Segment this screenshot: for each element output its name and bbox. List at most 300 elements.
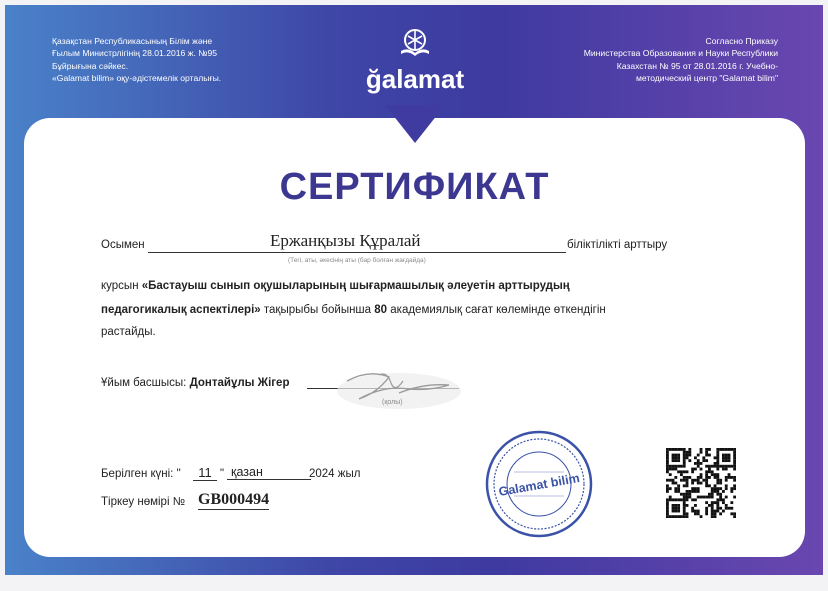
qr-module [688,454,691,457]
qr-module [708,504,711,507]
qr-module [691,468,694,471]
qr-module [730,465,733,468]
qr-module [688,476,691,479]
qr-module [697,496,700,499]
qr-module [733,459,736,462]
qr-module [711,501,714,504]
qr-module [716,468,719,471]
qr-module [683,465,686,468]
qr-module [722,468,725,471]
qr-module [725,459,728,462]
qr-module [672,504,675,507]
qr-module [697,479,700,482]
qr-module [666,510,669,513]
director-label: Ұйым басшысы: [101,377,187,389]
certificate [5,5,823,575]
signature-image [329,363,479,413]
qr-module [714,515,717,518]
qr-module [694,510,697,513]
qr-module [730,476,733,479]
header-left-text [52,35,221,84]
qr-module [716,487,719,490]
course-prefix: курсын [101,280,139,292]
qr-module [711,490,714,493]
qr-module [705,459,708,462]
qr-module [674,468,677,471]
qr-module [691,479,694,482]
qr-module [691,510,694,513]
qr-module [697,459,700,462]
qr-module [705,484,708,487]
qr-module [697,462,700,465]
qr-module [716,456,719,459]
qr-module [697,487,700,490]
stamp-center-text: Galamat bilim [497,470,581,499]
qr-module [705,473,708,476]
qr-module [697,482,700,485]
qr-module [705,479,708,482]
qr-module [700,476,703,479]
qr-module [694,468,697,471]
qr-module [669,487,672,490]
qr-module [714,512,717,515]
qr-module [674,504,677,507]
qr-module [705,510,708,513]
qr-module [725,448,728,451]
qr-module [728,448,731,451]
qr-module [728,465,731,468]
qr-module [733,454,736,457]
qr-module [669,473,672,476]
qr-module [708,465,711,468]
qr-module [677,456,680,459]
qr-module [708,448,711,451]
qr-module [666,515,669,518]
qr-module [716,462,719,465]
qr-module [733,496,736,499]
qr-module [716,493,719,496]
qr-module [683,501,686,504]
qr-module [711,510,714,513]
qr-module [666,487,669,490]
qr-module [677,454,680,457]
qr-module [730,448,733,451]
qr-module [686,498,689,501]
qr-module [680,493,683,496]
qr-module [705,496,708,499]
qr-module [714,465,717,468]
qr-module [683,479,686,482]
qr-module [725,465,728,468]
qr-module [686,479,689,482]
issued-quote: " [220,468,225,480]
name-hint: (Тегі, аты, әкесінің аты (бар болған жағдайда) [288,257,426,264]
qr-module [705,451,708,454]
qr-module [683,459,686,462]
director-line [101,377,289,389]
qr-module [714,490,717,493]
qr-module [722,465,725,468]
qr-module [711,512,714,515]
qr-module [708,468,711,471]
qr-module [672,498,675,501]
qr-module [666,479,669,482]
qr-module [700,451,703,454]
qr-module [674,448,677,451]
qr-module [725,484,728,487]
qr-module [688,448,691,451]
qr-module [700,468,703,471]
logo-wordmark: ğalamat [365,64,465,94]
qr-module [683,448,686,451]
qr-module [666,507,669,510]
qr-module [694,487,697,490]
header-left-line: «Galamat bilim» оқу-әдістемелік орталығы. [52,72,222,83]
qr-module [672,515,675,518]
header-right-line: Согласно Приказу [705,36,778,46]
qr-module [716,465,719,468]
certificate-title: СЕРТИФИКАТ [279,166,550,208]
qr-module [683,507,686,510]
issued-label: Берілген күні: " [101,468,181,480]
qr-module [666,454,669,457]
header-notch [385,105,445,143]
qr-module [677,490,680,493]
qr-module [674,482,677,485]
course-post: академиялық сағат көлемінде өткендігін [390,304,606,316]
qr-module [733,451,736,454]
qr-module [719,496,722,499]
official-stamp [484,428,594,540]
reg-number: GB000494 [198,491,270,508]
qr-module [722,459,725,462]
qr-module [677,515,680,518]
qr-module [716,504,719,507]
qr-module [716,473,719,476]
qr-module [691,507,694,510]
qr-module [728,454,731,457]
qr-module [716,501,719,504]
qr-module [672,507,675,510]
qr-module [672,454,675,457]
qr-module [697,454,700,457]
qr-module [683,470,686,473]
qr-module [666,470,669,473]
qr-module [683,462,686,465]
qr-module [677,484,680,487]
qr-module [705,448,708,451]
qr-module [705,470,708,473]
qr-module [716,448,719,451]
qr-module [688,459,691,462]
qr-module [708,470,711,473]
qr-module [697,465,700,468]
qr-module [702,496,705,499]
qr-module [686,512,689,515]
qr-module [719,493,722,496]
qr-module [674,510,677,513]
qr-module [683,515,686,518]
qr-module [716,510,719,513]
qr-module [714,501,717,504]
qr-module [730,487,733,490]
qr-module [686,451,689,454]
qr-module [719,507,722,510]
qr-module [686,456,689,459]
qr-module [711,507,714,510]
qr-module [686,482,689,485]
qr-module [683,476,686,479]
qr-module [674,476,677,479]
qr-module [711,504,714,507]
qr-module [722,456,725,459]
qr-module [669,468,672,471]
qr-module [686,493,689,496]
suffix-text: біліктілікті арттыру [567,239,668,251]
qr-module [669,479,672,482]
qr-module [683,493,686,496]
qr-module [705,482,708,485]
qr-module [666,462,669,465]
qr-module [725,496,728,499]
qr-module [705,507,708,510]
course-line-2 [101,304,606,316]
qr-module [705,476,708,479]
qr-module [719,512,722,515]
qr-module [702,456,705,459]
qr-module [711,496,714,499]
qr-module [722,501,725,504]
qr-module [683,510,686,513]
qr-module [716,507,719,510]
qr-module [722,490,725,493]
qr-module [680,470,683,473]
qr-module [711,470,714,473]
header-right-line: Казахстан № 95 от 28.01.2016 г. Учебно- [616,60,778,71]
qr-module [691,490,694,493]
qr-module [683,484,686,487]
name-underline [148,252,566,253]
qr-module [674,487,677,490]
qr-module [677,507,680,510]
qr-module [725,479,728,482]
qr-module [697,476,700,479]
qr-module [677,487,680,490]
qr-module [683,451,686,454]
qr-module [716,459,719,462]
signature-hint: (қолы) [382,399,403,406]
qr-module [694,498,697,501]
qr-module [719,465,722,468]
course-line-1 [101,280,570,292]
qr-module [733,479,736,482]
course-hours: 80 [374,304,388,316]
qr-module [686,490,689,493]
qr-module [683,504,686,507]
qr-module [725,504,728,507]
qr-module [730,501,733,504]
qr-module [677,510,680,513]
qr-module [702,459,705,462]
qr-module [716,490,719,493]
qr-module [691,487,694,490]
qr-module [666,459,669,462]
qr-module [688,490,691,493]
qr-module [725,456,728,459]
prefix-text: Осымен [101,239,145,251]
qr-module [669,496,672,499]
header-left-line: Бұйрығына сәйкес. [52,60,129,71]
qr-module [708,493,711,496]
qr-module [708,454,711,457]
issued-line [101,468,181,480]
qr-module [728,456,731,459]
qr-module [722,448,725,451]
qr-module [733,456,736,459]
qr-module [694,490,697,493]
qr-module [711,487,714,490]
qr-module [672,468,675,471]
qr-module [680,515,683,518]
course-title-part-2: педагогикалық аспектілері» [101,304,261,316]
qr-module [666,448,669,451]
qr-module [688,496,691,499]
qr-code [666,448,736,518]
course-mid: тақырыбы бойынша [263,304,372,316]
qr-module [666,456,669,459]
qr-module [674,498,677,501]
recipient-name: Ержанқызы Құралай [270,231,421,250]
qr-module [683,454,686,457]
qr-module [728,507,731,510]
qr-module [672,456,675,459]
qr-module [716,476,719,479]
qr-module [691,482,694,485]
qr-module [669,465,672,468]
qr-module [677,459,680,462]
qr-module [680,473,683,476]
qr-module [708,496,711,499]
qr-module [674,465,677,468]
qr-module [719,448,722,451]
qr-module [711,473,714,476]
qr-module [666,501,669,504]
qr-module [674,459,677,462]
qr-module [705,501,708,504]
qr-module [674,454,677,457]
qr-module [728,476,731,479]
qr-module [669,498,672,501]
qr-module [725,468,728,471]
qr-module [700,496,703,499]
qr-module [716,482,719,485]
qr-module [697,512,700,515]
qr-module [711,515,714,518]
qr-module [716,451,719,454]
qr-module [725,507,728,510]
qr-module [705,454,708,457]
qr-module [686,496,689,499]
qr-module [728,459,731,462]
qr-module [719,487,722,490]
qr-module [669,515,672,518]
qr-module [666,451,669,454]
qr-module [694,456,697,459]
qr-module [730,490,733,493]
qr-module [714,476,717,479]
qr-module [714,487,717,490]
qr-module [722,510,725,513]
qr-module [674,490,677,493]
qr-module [719,498,722,501]
qr-module [686,476,689,479]
qr-module [691,470,694,473]
qr-module [683,496,686,499]
qr-module [700,462,703,465]
qr-module [725,487,728,490]
qr-module [672,482,675,485]
qr-module [694,462,697,465]
qr-module [672,510,675,513]
qr-module [700,515,703,518]
qr-module [714,473,717,476]
qr-module [722,454,725,457]
qr-module [722,498,725,501]
qr-module [714,456,717,459]
qr-module [674,456,677,459]
qr-module [716,498,719,501]
qr-module [705,512,708,515]
confirm-text: растайды. [101,326,156,338]
qr-module [677,504,680,507]
logo [365,27,465,92]
qr-module [700,473,703,476]
qr-module [688,451,691,454]
qr-module [719,482,722,485]
qr-module [708,476,711,479]
qr-module [700,448,703,451]
qr-module [730,507,733,510]
qr-module [702,479,705,482]
qr-module [683,498,686,501]
qr-module [677,465,680,468]
qr-module [688,493,691,496]
issued-year: 2024 жыл [309,468,361,480]
qr-module [694,504,697,507]
qr-module [686,470,689,473]
qr-module [733,484,736,487]
qr-module [725,476,728,479]
header-left-line: Ғылым Министрлігінің 28.01.2016 ж. №95 [52,48,217,59]
qr-module [725,454,728,457]
qr-module [680,448,683,451]
qr-module [666,490,669,493]
qr-module [669,448,672,451]
qr-module [733,515,736,518]
qr-module [686,504,689,507]
qr-module [719,479,722,482]
qr-module [694,512,697,515]
qr-module [686,484,689,487]
qr-module [683,456,686,459]
qr-module [680,479,683,482]
qr-module [708,484,711,487]
header-right-line: методический центр "Galamat bilim" [635,72,778,83]
qr-module [716,479,719,482]
qr-module [697,490,700,493]
qr-module [672,459,675,462]
qr-module [674,515,677,518]
